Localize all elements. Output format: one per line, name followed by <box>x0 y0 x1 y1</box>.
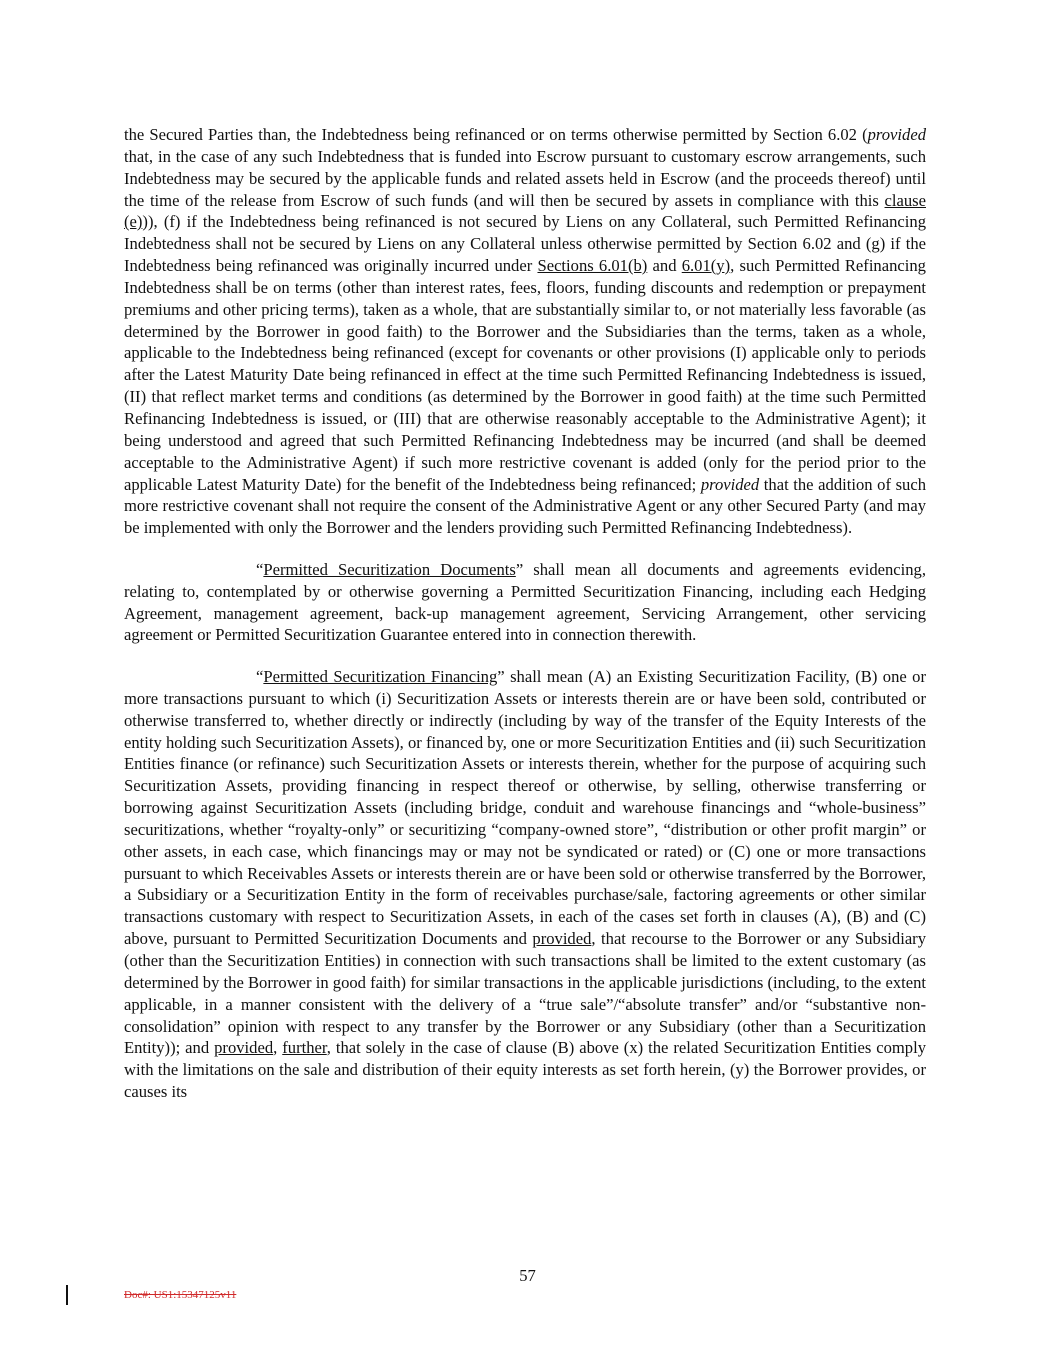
section-6-01b-reference: Sections 6.01(b) <box>537 256 648 276</box>
text-run: that, in the case of any such Indebtedness that is funded into Escrow pursuant to customary escrow arrangements, such Indebtedness may be secured by the applicable funds and related assets held in Escrow (and the proceeds thereof) until the time of the release from Escrow of such funds (and will then be secured by assets in compliance with this <box>124 146 926 210</box>
section-6-01y-reference: 6.01(y) <box>681 256 731 276</box>
text-run: and <box>647 256 682 276</box>
document-body <box>124 124 926 1123</box>
text-run: , <box>273 1038 283 1058</box>
text-run: the Secured Parties than, the Indebtedness being refinanced or on terms otherwise permitted by Section 6.02 ( <box>124 125 868 144</box>
paragraph-securitization-financing <box>124 666 926 1103</box>
text-run: , that solely in the case of clause (B) above (x) the related Securitization Entities comply with the limitations on the sale and distribution of their equity interests as set forth herein, (y) the Borrower provides, or causes its <box>124 1038 927 1102</box>
italic-provided: provided <box>867 125 926 144</box>
underlined-provided: provided <box>532 929 592 949</box>
italic-provided: provided <box>700 474 760 494</box>
open-quote: “ <box>256 667 264 686</box>
text-run: ” shall mean (A) an Existing Securitization Facility, (B) one or more transactions pursuant to which (i) Securitization Assets or interests therein are or have been sold, contributed or otherwise transferred to, whether directly or indirectly (including by way of the transfer of the Equity Interests of the entity holding such Securitization Assets), or financed by, one or more Securitization Entities and (ii) such Securitization Entities finance (or refinance) such Securitization Assets or interests therein, whether for the purpose of acquiring such Securitization Assets, providing financing in respect thereof or otherwise, by selling, otherwise transferring or borrowing against Securitization Assets (including bridge, conduit and warehouse financings and “whole-business” securitizations, whether “royalty-only” or securitizing “company-owned store”, “distribution or other profit margin” or other assets, in each case, which financings may or may not be syndicated or rated) or (C) one or more transactions pursuant to which Receivables Assets or interests therein are or have been sold or otherwise transferred by the Borrower, a Subsidiary or a Securitization Entity in the form of receivables purchase/sale, factoring agreements or other similar transactions customary with respect to Securitization Assets, in each of the cases set forth in clauses (A), (B) and (C) above, pursuant to Permitted Securitization Documents and <box>124 667 927 949</box>
text-run: that the addition of such more restrictive covenant shall not require the consent of the Administrative Agent or any other Secured Party (and may be implemented with only the Borrower and the lenders providing such Permitted Refinancing Indebtedness). <box>124 474 926 538</box>
open-quote: “ <box>256 559 264 579</box>
page-number: 57 <box>519 1266 536 1285</box>
revision-change-bar <box>66 1285 68 1305</box>
defined-term-securitization-financing: Permitted Securitization Financing <box>263 667 498 686</box>
definition-text: ” shall mean all documents and agreements evidencing, relating to, contemplated by or otherwise governing a Permitted Securitization Financing, including each Hedging Agreement, management agreement, back-up management agreement, Servicing Arrangement, other servicing agreement or Permitted Securitization Guarantee entered into in connection therewith. <box>124 559 926 645</box>
underlined-further: further <box>282 1038 327 1058</box>
clause-e-reference: clause (e) <box>124 190 926 232</box>
paragraph-refinancing-continued <box>124 124 926 539</box>
text-run: , such Permitted Refinancing Indebtedness shall be on terms (other than interest rates, fees, floors, funding discounts and redemption or prepayment premiums and other pricing terms), taken as a whole, that are substantially similar to, or not materially less favorable (as determined by the Borrower in good faith) to the Borrower and the Subsidiaries than the terms, taken as a whole, applicable to the Indebtedness being refinanced (except for covenants or other provisions (I) applicable only to periods after the Latest Maturity Date being refinanced in effect at the time such Permitted Refinancing Indebtedness is issued, (II) that reflect market terms and conditions (as determined by the Borrower in good faith) at the time such Permitted Refinancing Indebtedness is issued, or (III) that are otherwise reasonably acceptable to the Administrative Agent); it being understood and agreed that such Permitted Refinancing Indebtedness may be incurred (and shall be deemed acceptable to the Administrative Agent) if such more restrictive covenant is added (only for the period prior to the applicable Latest Maturity Date) for the benefit of the Indebtedness being refinanced; <box>124 256 926 494</box>
document-id-footer: Doc#: US1:15347125v11 <box>124 1289 237 1301</box>
text-run: )), (f) if the Indebtedness being refinanced is not secured by Liens on any Collateral, such Permitted Refinancing Indebtedness shall not be secured by Liens on any Collateral unless otherwise permitted by Section 6.02 and (g) if the Indebtedness being refinanced was originally incurred under <box>124 212 926 276</box>
underlined-provided: provided <box>214 1038 274 1058</box>
text-run: , that recourse to the Borrower or any Subsidiary (other than the Securitization Entities) in connection with such transactions shall be limited to the extent customary (as determined by the Borrower in good faith) for similar transactions in the applicable jurisdictions (including, to the extent applicable, in a manner consistent with the delivery of a “true sale”/“absolute transfer” and/or “substantive non-consolidation” opinion with respect to any transfer by the Borrower or any Subsidiary (other than a Securitization Entity)); and <box>124 929 927 1058</box>
defined-term-securitization-documents: Permitted Securitization Documents <box>263 559 516 579</box>
paragraph-securitization-documents <box>124 559 926 646</box>
